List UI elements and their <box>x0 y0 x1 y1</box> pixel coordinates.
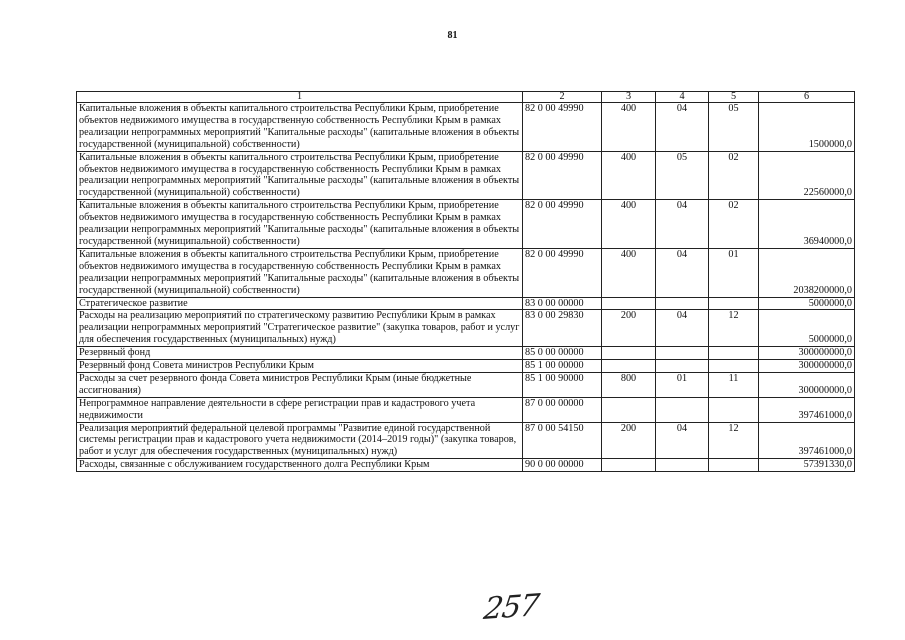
code-cell: 82 0 00 49990 <box>523 103 602 152</box>
section-cell: 04 <box>656 422 709 459</box>
table-row <box>77 360 855 373</box>
section-cell <box>656 397 709 422</box>
table-row <box>77 422 855 459</box>
subsection-cell: 11 <box>709 372 759 397</box>
expense-type-cell <box>602 297 656 310</box>
code-cell: 82 0 00 49990 <box>523 151 602 200</box>
name-cell: Реализация мероприятий федеральной целевой программы "Развитие единой государственной системы регистрации прав и кадастрового учета недвижимости (2014–2019 годы)" (закупка товаров, работ и услуг для обеспечения государственных (муниципальных) нужд) <box>77 422 523 459</box>
code-cell: 85 0 00 00000 <box>523 347 602 360</box>
code-cell: 90 0 00 00000 <box>523 459 602 472</box>
name-cell: Расходы, связанные с обслуживанием государственного долга Республики Крым <box>77 459 523 472</box>
name-cell: Непрограммное направление деятельности в сфере регистрации прав и кадастрового учета недвижимости <box>77 397 523 422</box>
table-row <box>77 103 855 152</box>
header-row <box>77 92 855 103</box>
subsection-cell: 01 <box>709 248 759 297</box>
subsection-cell <box>709 459 759 472</box>
expense-type-cell <box>602 397 656 422</box>
amount-cell: 1500000,0 <box>759 103 855 152</box>
expense-type-cell: 400 <box>602 248 656 297</box>
section-cell: 04 <box>656 103 709 152</box>
name-cell: Капитальные вложения в объекты капитального строительства Республики Крым, приобретение объектов недвижимого имущества в государственную собственность Республики Крым в рамках реализации непрограммных мероприятий "Капитальные расходы" (капитальные вложения в объекты государственной (муниципальной) собственности) <box>77 151 523 200</box>
code-cell: 83 0 00 29830 <box>523 310 602 347</box>
subsection-cell: 12 <box>709 310 759 347</box>
section-cell <box>656 297 709 310</box>
expense-type-cell: 400 <box>602 200 656 249</box>
section-cell <box>656 360 709 373</box>
expense-type-cell: 400 <box>602 151 656 200</box>
table-row <box>77 200 855 249</box>
code-cell: 82 0 00 49990 <box>523 200 602 249</box>
name-cell: Резервный фонд Совета министров Республики Крым <box>77 360 523 373</box>
subsection-cell: 02 <box>709 200 759 249</box>
name-cell: Капитальные вложения в объекты капитального строительства Республики Крым, приобретение объектов недвижимого имущества в государственную собственность Республики Крым в рамках реализации непрограммных мероприятий "Капитальные расходы" (капитальные вложения в объекты государственной (муниципальной) собственности) <box>77 103 523 152</box>
amount-cell: 36940000,0 <box>759 200 855 249</box>
code-cell: 87 0 00 54150 <box>523 422 602 459</box>
code-cell: 83 0 00 00000 <box>523 297 602 310</box>
table-row <box>77 459 855 472</box>
header-cell-1: 1 <box>77 92 523 103</box>
code-cell: 87 0 00 00000 <box>523 397 602 422</box>
header-cell-3: 3 <box>602 92 656 103</box>
section-cell <box>656 459 709 472</box>
name-cell: Расходы на реализацию мероприятий по стратегическому развитию Республики Крым в рамках реализации непрограммных мероприятий "Стратегическое развитие" (закупка товаров, работ и услуг для обеспечения государственных (муниципальных) нужд) <box>77 310 523 347</box>
amount-cell: 22560000,0 <box>759 151 855 200</box>
subsection-cell <box>709 360 759 373</box>
table-row <box>77 397 855 422</box>
code-cell: 82 0 00 49990 <box>523 248 602 297</box>
amount-cell: 57391330,0 <box>759 459 855 472</box>
amount-cell: 300000000,0 <box>759 372 855 397</box>
name-cell: Капитальные вложения в объекты капитального строительства Республики Крым, приобретение объектов недвижимого имущества в государственную собственность Республики Крым в рамках реализации непрограммных мероприятий "Капитальные расходы" (капитальные вложения в объекты государственной (муниципальной) собственности) <box>77 248 523 297</box>
subsection-cell <box>709 397 759 422</box>
header-cell-4: 4 <box>656 92 709 103</box>
name-cell: Стратегическое развитие <box>77 297 523 310</box>
amount-cell: 5000000,0 <box>759 310 855 347</box>
subsection-cell: 02 <box>709 151 759 200</box>
table-row <box>77 310 855 347</box>
expense-type-cell: 400 <box>602 103 656 152</box>
expense-type-cell: 800 <box>602 372 656 397</box>
table-row <box>77 297 855 310</box>
expense-type-cell <box>602 360 656 373</box>
handwritten-page-mark: 257 <box>481 587 541 628</box>
subsection-cell: 05 <box>709 103 759 152</box>
amount-cell: 300000000,0 <box>759 347 855 360</box>
amount-cell: 300000000,0 <box>759 360 855 373</box>
code-cell: 85 1 00 00000 <box>523 360 602 373</box>
header-cell-2: 2 <box>523 92 602 103</box>
table-row <box>77 248 855 297</box>
section-cell: 01 <box>656 372 709 397</box>
expense-type-cell <box>602 347 656 360</box>
section-cell <box>656 347 709 360</box>
code-cell: 85 1 00 90000 <box>523 372 602 397</box>
name-cell: Резервный фонд <box>77 347 523 360</box>
subsection-cell: 12 <box>709 422 759 459</box>
section-cell: 04 <box>656 248 709 297</box>
amount-cell: 5000000,0 <box>759 297 855 310</box>
expense-type-cell: 200 <box>602 310 656 347</box>
subsection-cell <box>709 297 759 310</box>
table-row <box>77 347 855 360</box>
table-row <box>77 372 855 397</box>
amount-cell: 397461000,0 <box>759 397 855 422</box>
header-cell-6: 6 <box>759 92 855 103</box>
expense-type-cell: 200 <box>602 422 656 459</box>
section-cell: 05 <box>656 151 709 200</box>
name-cell: Капитальные вложения в объекты капитального строительства Республики Крым, приобретение объектов недвижимого имущества в государственную собственность Республики Крым в рамках реализации непрограммных мероприятий "Капитальные расходы" (капитальные вложения в объекты государственной (муниципальной) собственности) <box>77 200 523 249</box>
expense-type-cell <box>602 459 656 472</box>
amount-cell: 2038200000,0 <box>759 248 855 297</box>
subsection-cell <box>709 347 759 360</box>
amount-cell: 397461000,0 <box>759 422 855 459</box>
section-cell: 04 <box>656 200 709 249</box>
budget-table <box>76 91 855 472</box>
section-cell: 04 <box>656 310 709 347</box>
name-cell: Расходы за счет резервного фонда Совета министров Республики Крым (иные бюджетные ассигнования) <box>77 372 523 397</box>
table-row <box>77 151 855 200</box>
header-cell-5: 5 <box>709 92 759 103</box>
page-number: 81 <box>447 30 458 41</box>
